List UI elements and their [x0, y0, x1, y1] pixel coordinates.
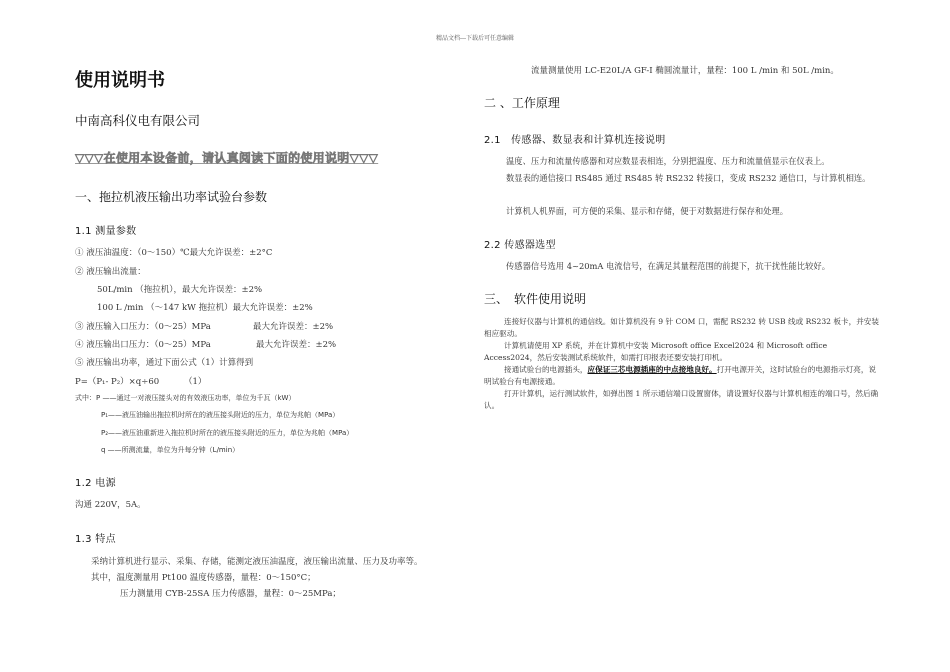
section-2-heading: 二 、工作原理	[484, 96, 560, 110]
subsection-1-2-heading: 1.2 电源	[75, 478, 116, 489]
grounding-warning: 应保证三芯电源插座的中点接地良好。	[587, 365, 717, 374]
param-item: ④ 液压输出口压力：（0～25）MPa	[75, 340, 211, 350]
param-item: ① 液压油温度：（0～150）℃最大允许误差：±2°C	[75, 248, 273, 258]
subsection-1-3-heading: 1.3 特点	[75, 534, 116, 545]
paragraph: 传感器信号选用 4~20mA 电流信号，在满足其量程范围的前提下，抗干扰性能比较好。	[506, 261, 831, 271]
power-text: 打开电源开关，这时试验台的电源指示灯亮，说明试验台有电源接通。	[484, 365, 877, 386]
formula-number: （1）	[184, 377, 207, 387]
formula-legend: q ——所测流量，单位为升每分钟（L/min）	[101, 446, 240, 454]
formula-legend: 式中：P ——通过一对液压接头对的有效液压功率，单位为千瓦（kW）	[75, 394, 296, 402]
subsection-2-2-heading: 2.2 传感器选型	[484, 240, 556, 251]
param-item: ③ 液压输入口压力：（0～25）MPa	[75, 322, 211, 332]
feature-line: 采纳计算机进行显示、采集、存储，能测定液压油温度，液压输出流量、压力及功率等。	[91, 557, 423, 567]
section-1-heading: 一、拖拉机液压输出功率试验台参数	[75, 190, 268, 204]
param-item: 50L/min （拖拉机），最大允许误差：±2%	[97, 285, 263, 295]
param-item-tolerance: 最大允许误差：±2%	[253, 322, 334, 332]
document-title: 使用说明书	[75, 70, 165, 91]
paragraph: 计算机人机界面，可方便的采集、显示和存储，便于对数据进行保存和处理。	[506, 206, 789, 216]
flow-meter-line: 流量测量使用 LC-E20L/A GF-I 椭圆流量计，量程：100 L /min 和 50L /min。	[531, 66, 839, 76]
param-item: ② 液压输出流量：	[75, 267, 146, 277]
paragraph-power	[484, 364, 880, 387]
section-3-heading: 三、 软件使用说明	[484, 292, 587, 306]
paragraph: 温度、压力和流量传感器和对应数显表相连，分别把温度、压力和流量值显示在仪表上。	[506, 156, 830, 166]
feature-line: 压力测量用 CYB-25SA 压力传感器，量程：0～25MPa；	[120, 589, 341, 599]
feature-line: 其中，温度测量用 Pt100 温度传感器，量程：0～150°C；	[91, 573, 316, 583]
subsection-2-1-heading: 2.1 传感器、数显表和计算机连接说明	[484, 135, 666, 146]
param-item: 100 L /min （～147 kW 拖拉机）最大允许误差：±2%	[97, 303, 313, 313]
paragraph: 连接好仪器与计算机的通信线。如计算机没有 9 针 COM 口，需配 RS232 转 USB 线或 RS232 板卡，并安装相应驱动。	[484, 317, 879, 338]
warning-banner: ▽▽▽在使用本设备前，请认真阅读下面的使用说明▽▽▽	[75, 151, 379, 165]
power-supply-text: 沟通 220V，5A。	[75, 500, 146, 510]
paragraph: 数显表的通信接口 RS485 通过 RS485 转 RS232 转接口，变成 RS232 通信口，与计算机相连。	[506, 173, 871, 183]
page-header-note: 精品文档---下载后可任意编辑	[435, 35, 515, 42]
paragraph: 打开计算机，运行测试软件，如弹出图 1 所示通信端口设置窗体，请设置好仪器与计算机相连的端口号，然后确认。	[484, 389, 879, 410]
param-item-tolerance: 最大允许误差：±2%	[256, 340, 337, 350]
param-item: ⑤ 液压输出功率，通过下面公式（1）计算得到	[75, 358, 254, 368]
power-text: 接通试验台的电源插头，	[504, 365, 588, 374]
paragraph: 计算机请使用 XP 系统，并在计算机中安装 Microsoft office Excel2024 和 Microsoft office Access2024，然后安装测试系统软件，如需打印报表还要安装打印机。	[484, 341, 828, 362]
power-formula: P=（P₁- P₂）×q÷60	[75, 377, 160, 387]
subsection-1-1-heading: 1.1 测量参数	[75, 226, 137, 237]
company-name: 中南高科仪电有限公司	[75, 113, 201, 128]
formula-legend: P₁——液压油输出拖拉机时所在的液压接头附近的压力，单位为兆帕（MPa）	[101, 411, 340, 419]
formula-legend: P₂——液压油重新进入拖拉机时所在的液压接头附近的压力，单位为兆帕（MPa）	[101, 429, 354, 437]
